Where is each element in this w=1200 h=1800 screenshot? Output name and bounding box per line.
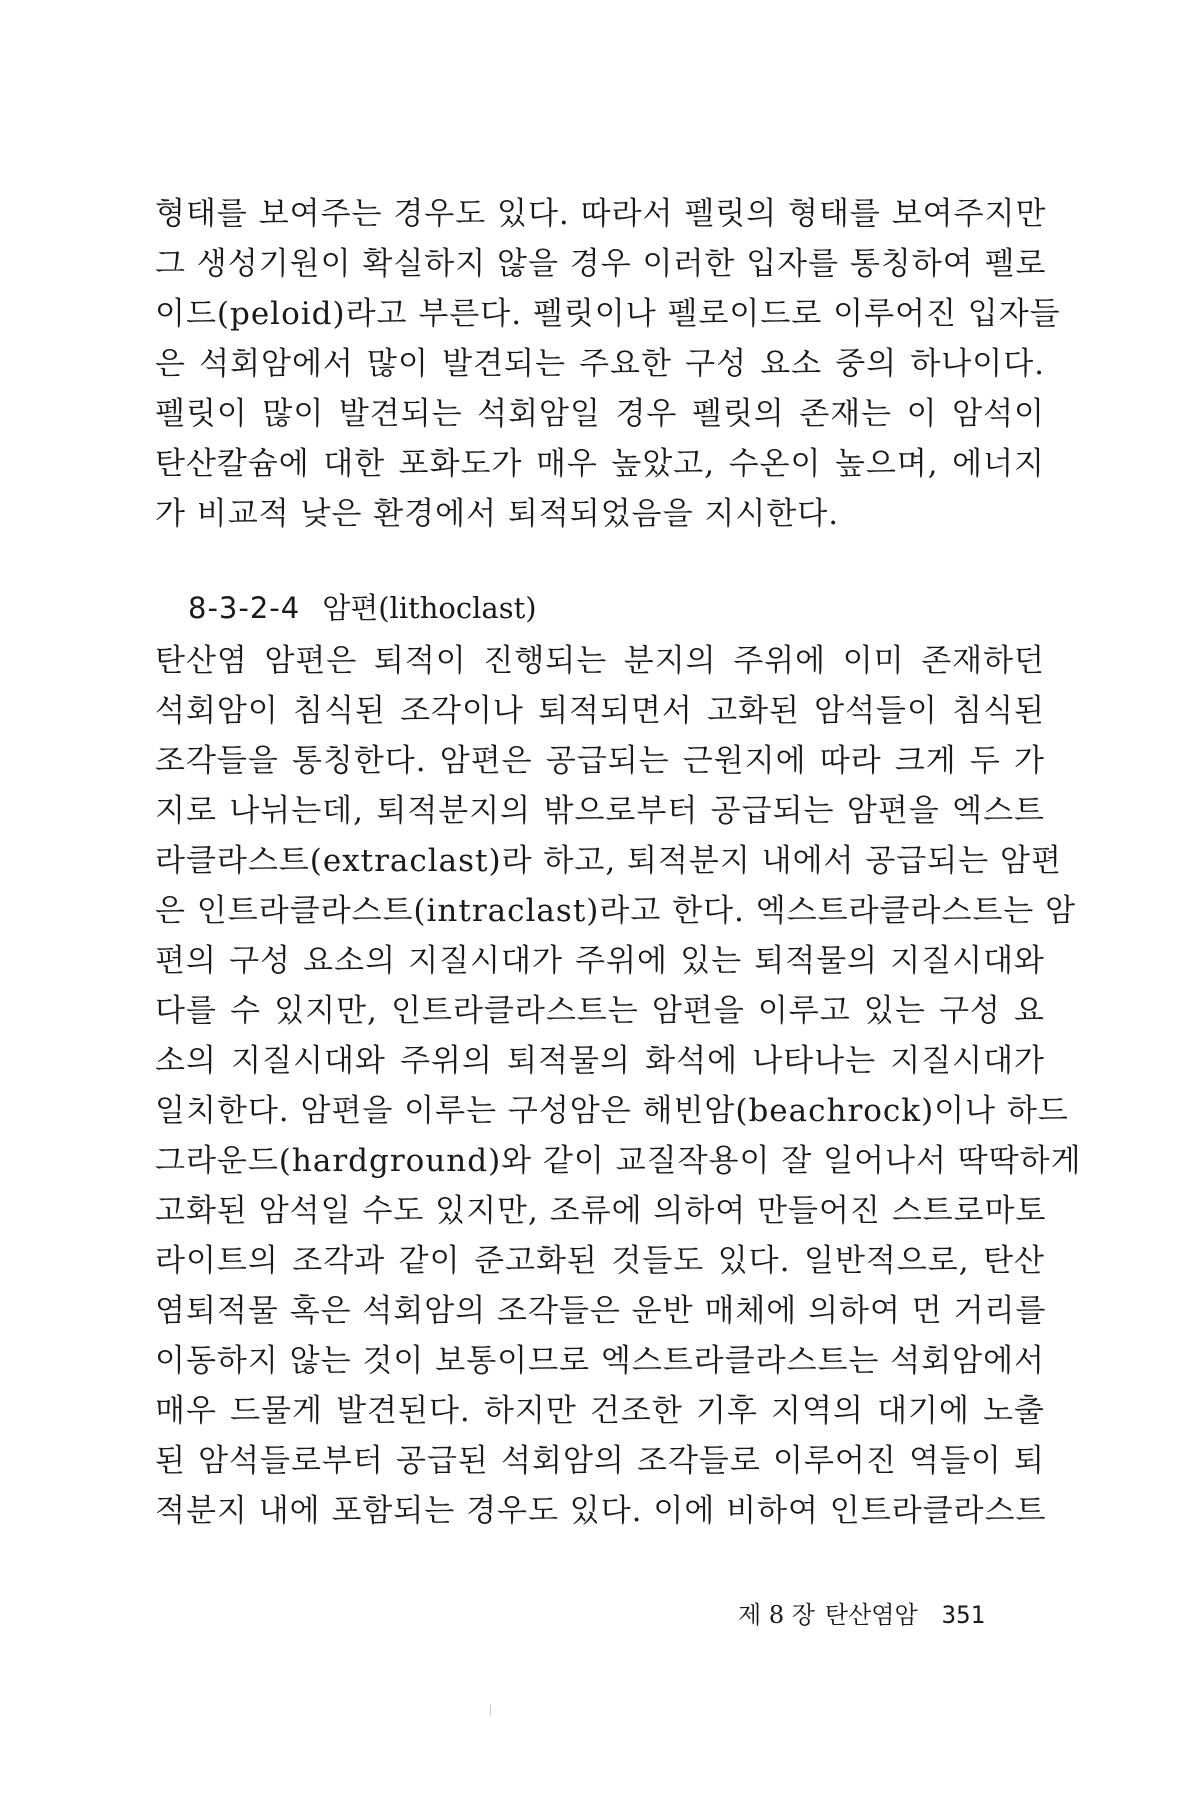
text-line: 적분지 내에 포함되는 경우도 있다. 이에 비하여 인트라클라스트 [155, 1493, 1047, 1529]
text-line: 고화된 암석일 수도 있지만, 조류에 의하여 만들어진 스트로마토 [155, 1193, 1047, 1229]
text-line: 이동하지 않는 것이 보통이므로 엑스트라클라스트는 석회암에서 [155, 1343, 1045, 1379]
text-line: 소의 지질시대와 주위의 퇴적물의 화석에 나타나는 지질시대가 [155, 1043, 1045, 1079]
text-line: 된 암석들로부터 공급된 석회암의 조각들로 이루어진 역들이 퇴 [155, 1443, 1045, 1479]
text-line: 조각들을 통칭한다. 암편은 공급되는 근원지에 따라 크게 두 가 [155, 743, 1045, 779]
paragraph-peloid [155, 189, 1061, 539]
text-line: 라이트의 조각과 같이 준고화된 것들도 있다. 일반적으로, 탄산 [155, 1243, 1045, 1279]
text-line: 일치한다. 암편을 이루는 구성암은 해빈암(beachrock)이나 하드 [155, 1093, 1069, 1129]
text-line: 탄산칼슘에 대한 포화도가 매우 높았고, 수온이 높으며, 에너지 [155, 446, 1045, 482]
text-line: 지로 나뉘는데, 퇴적분지의 밖으로부터 공급되는 암편을 엑스트 [155, 793, 1045, 829]
text-line: 다를 수 있지만, 인트라클라스트는 암편을 이루고 있는 구성 요 [155, 993, 1045, 1029]
section-title: 암편(lithoclast) [322, 591, 537, 625]
page-number: 351 [941, 1601, 986, 1629]
paragraph-lithoclast [155, 636, 1082, 1536]
text-line: 은 석회암에서 많이 발견되는 주요한 구성 요소 중의 하나이다. [155, 346, 1045, 382]
text-line: 편의 구성 요소의 지질시대가 주위에 있는 퇴적물의 지질시대와 [155, 943, 1045, 979]
text-line: 석회암이 침식된 조각이나 퇴적되면서 고화된 암석들이 침식된 [155, 693, 1045, 729]
text-line: 가 비교적 낮은 환경에서 퇴적되었음을 지시한다. [155, 496, 840, 532]
section-heading [188, 586, 537, 630]
text-line: 탄산염 암편은 퇴적이 진행되는 분지의 주위에 이미 존재하던 [155, 643, 1045, 679]
text-line: 그라운드(hardground)와 같이 교질작용이 잘 일어나서 딱딱하게 [155, 1143, 1082, 1179]
section-number: 8-3-2-4 [188, 591, 301, 625]
text-line: 이드(peloid)라고 부른다. 펠릿이나 펠로이드로 이루어진 입자들 [155, 296, 1061, 332]
scan-mark [490, 1705, 491, 1715]
text-line: 형태를 보여주는 경우도 있다. 따라서 펠릿의 형태를 보여주지만 [155, 196, 1047, 232]
footer-chapter-title: 탄산염암 [824, 1601, 918, 1629]
text-line: 염퇴적물 혹은 석회암의 조각들은 운반 매체에 의하여 먼 거리를 [155, 1293, 1047, 1329]
text-line: 매우 드물게 발견된다. 하지만 건조한 기후 지역의 대기에 노출 [155, 1393, 1045, 1429]
footer-chapter: 제 8 장 [738, 1601, 815, 1629]
text-line: 그 생성기원이 확실하지 않을 경우 이러한 입자를 통칭하여 펠로 [155, 246, 1047, 282]
text-line: 은 인트라클라스트(intraclast)라고 한다. 엑스트라클라스트는 암 [155, 893, 1077, 929]
page-footer [738, 1598, 995, 1632]
text-line: 라클라스트(extraclast)라 하고, 퇴적분지 내에서 공급되는 암편 [155, 843, 1062, 879]
text-line: 펠릿이 많이 발견되는 석회암일 경우 펠릿의 존재는 이 암석이 [155, 396, 1045, 432]
